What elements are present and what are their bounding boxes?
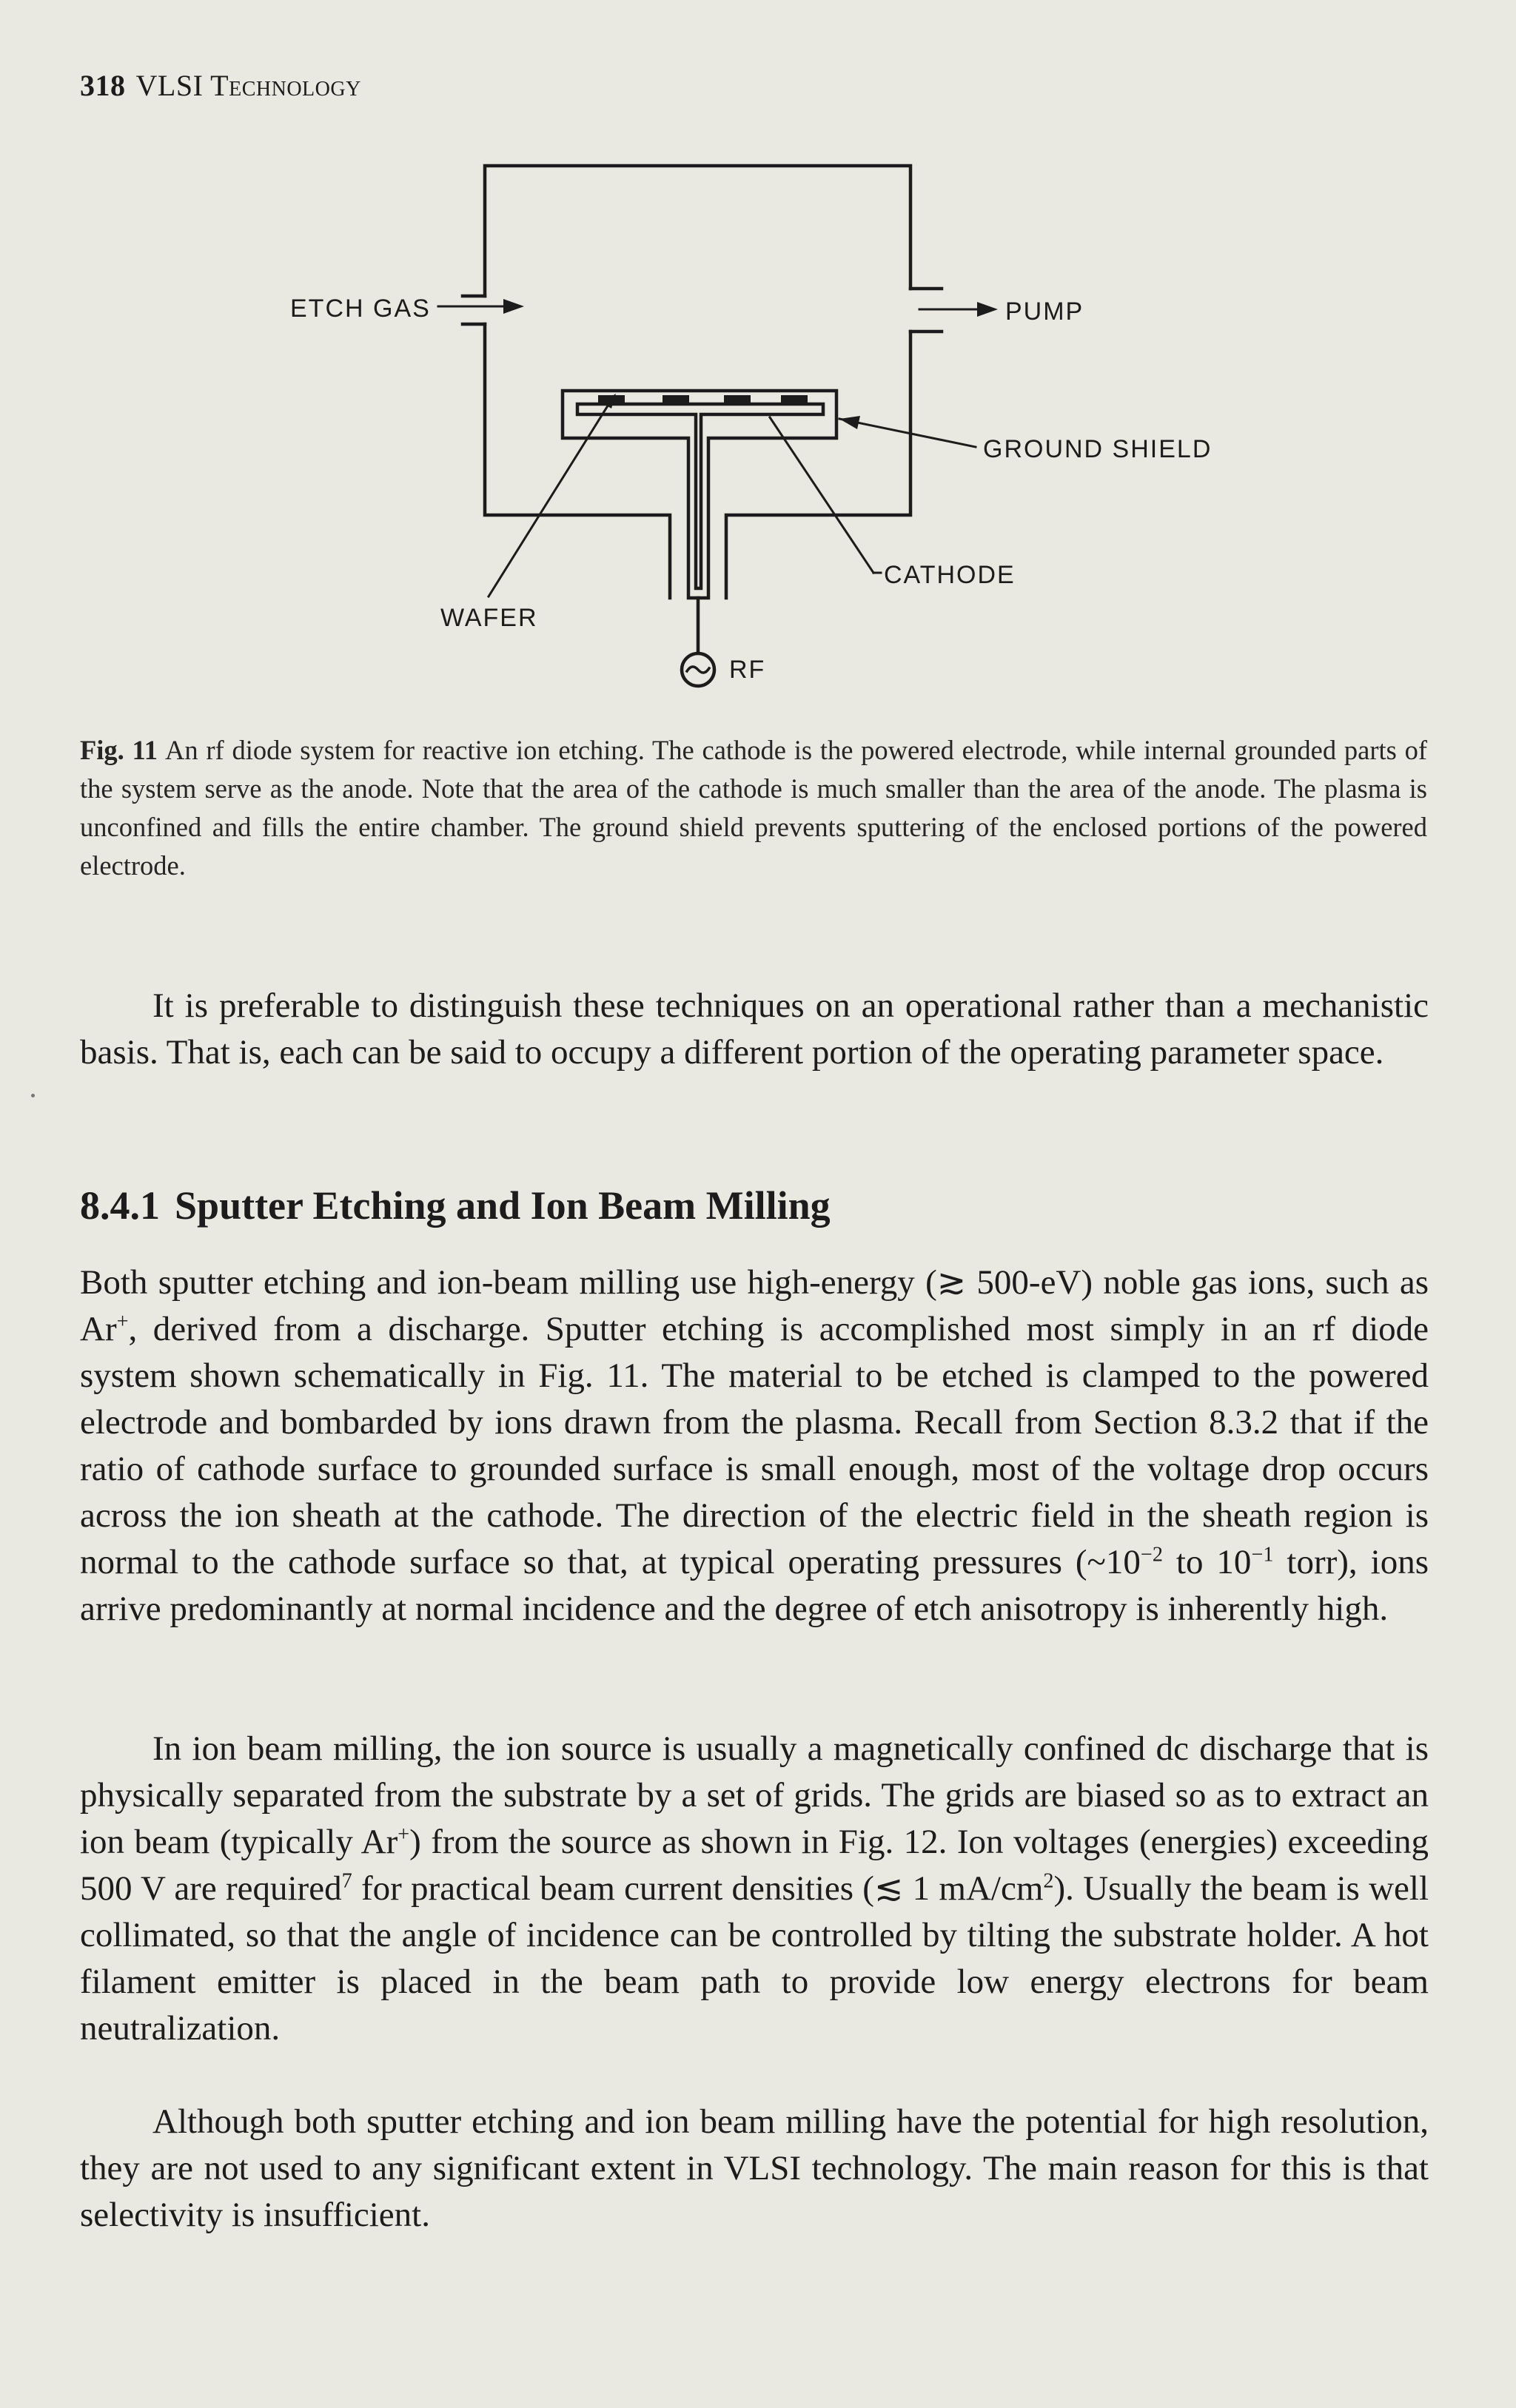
section-number: 8.4.1 bbox=[80, 1183, 160, 1228]
running-title: VLSI Technology bbox=[135, 69, 361, 102]
cathode-leader bbox=[770, 417, 873, 573]
superscript: −1 bbox=[1251, 1543, 1274, 1567]
chamber-outline bbox=[485, 166, 910, 296]
margin-dot bbox=[31, 1094, 35, 1097]
superscript: −2 bbox=[1140, 1543, 1163, 1567]
superscript: 7 bbox=[341, 1869, 352, 1893]
section-heading bbox=[80, 1183, 831, 1228]
figure-label: Fig. 11 bbox=[80, 735, 158, 765]
page-number: 318 bbox=[80, 69, 126, 102]
paragraph-sputter-etching bbox=[80, 1260, 1429, 1632]
figure-caption bbox=[80, 731, 1427, 885]
wafer bbox=[663, 395, 689, 404]
section-title: Sputter Etching and Ion Beam Milling bbox=[175, 1183, 831, 1228]
paragraph-text: ). Usually the beam is well collimated, so that the angle of incidence can be controlled by tilting the substrate holder. A hot filament emitter is placed in the beam path to provide low energy electrons for beam neutralization. bbox=[80, 1869, 1429, 2048]
caption-text: An rf diode system for reactive ion etching. The cathode is the powered electrode, while internal grounded parts of the system serve as the anode. Note that the area of the cathode is much smaller than the area of the anode. The plasma is unconfined and fills the entire chamber. The ground shield prevents sputtering of the enclosed portions of the powered electrode. bbox=[80, 735, 1427, 881]
etch-gas-label: ETCH GAS bbox=[290, 295, 431, 323]
pump-arrow-head bbox=[977, 302, 998, 317]
gas-arrow-head bbox=[503, 299, 524, 314]
paragraph-selectivity: Although both sputter etching and ion beam milling have the potential for high resolution, they are not used to any significant extent in VLSI technology. The main reason for this is that selectivity is insufficient. bbox=[80, 2102, 1429, 2234]
superscript: + bbox=[116, 1310, 129, 1334]
rf-label: RF bbox=[729, 656, 766, 684]
ground-shield-leader bbox=[839, 419, 976, 447]
gas-inlet bbox=[463, 296, 485, 324]
paragraph-text: to 10 bbox=[1162, 1543, 1252, 1581]
wafer bbox=[781, 395, 808, 404]
paragraph-ion-beam-milling bbox=[80, 1726, 1429, 2052]
pump-label: PUMP bbox=[1005, 297, 1084, 326]
wafer-label: WAFER bbox=[440, 604, 538, 632]
intro-paragraph: It is preferable to distinguish these techniques on an operational rather than a mechanistic basis. That is, each can be said to occupy a different portion of the operating parameter space. bbox=[80, 986, 1429, 1072]
superscript: + bbox=[398, 1823, 410, 1846]
paragraph-text: for practical beam current densities (≲ 1 mA/cm bbox=[352, 1869, 1044, 1908]
paragraph-text: ) from the source as shown in Fig. 12. Ion voltages (energies) exceeding 500 V are required bbox=[80, 1823, 1429, 1908]
cathode-label: CATHODE bbox=[884, 561, 1016, 589]
paragraph-text: In ion beam milling, the ion source is usually a magnetically confined dc discharge that is physically separated from the substrate by a set of grids. The grids are biased so as to extract an ion beam (typically Ar bbox=[80, 1729, 1429, 1861]
rf-diode-system-diagram bbox=[0, 0, 1516, 710]
wafer bbox=[724, 395, 751, 404]
paragraph-text: Both sputter etching and ion-beam milling use high-energy (≳ 500-eV) noble gas ions, such as Ar bbox=[80, 1263, 1429, 1348]
paragraph-text: , derived from a discharge. Sputter etching is accomplished most simply in an rf diode system shown schematically in Fig. 11. The material to be etched is clamped to the powered electrode and bombarded by ions drawn from the plasma. Recall from Section 8.3.2 that if the ratio of cathode surface to grounded surface is small enough, most of the voltage drop occurs across the ion sheath at the cathode. The direction of the electric field in the sheath region is normal to the cathode surface so that, at typical operating pressures (~10 bbox=[80, 1310, 1429, 1581]
superscript: 2 bbox=[1043, 1869, 1054, 1893]
wafer-leader bbox=[489, 407, 607, 596]
ground-shield-arrow-head bbox=[839, 416, 860, 429]
ground-shield-label: GROUND SHIELD bbox=[983, 435, 1213, 463]
cathode bbox=[577, 404, 823, 588]
paragraph-text: torr), ions arrive predominantly at normal incidence and the degree of etch anisotropy is inherently high. bbox=[80, 1543, 1429, 1628]
